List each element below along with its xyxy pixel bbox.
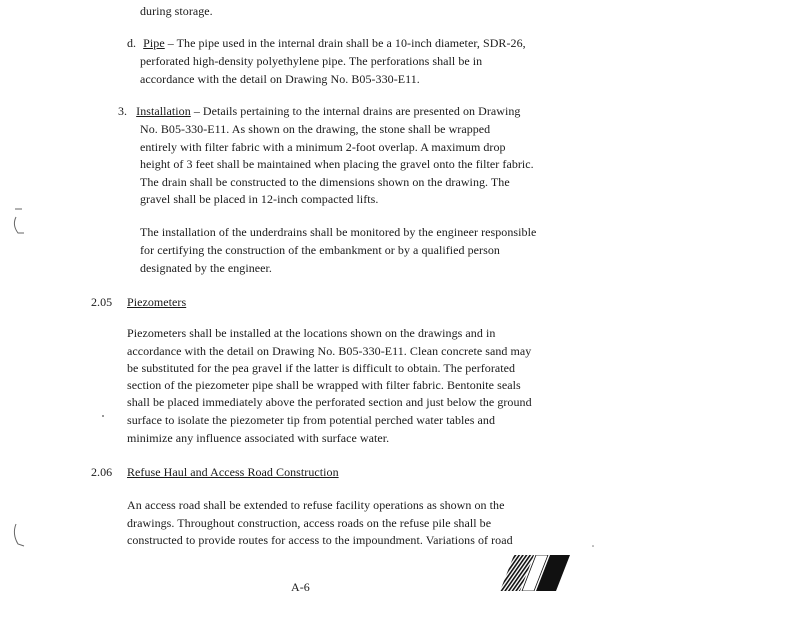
section-206-number: 2.06 <box>91 465 113 479</box>
item-3-line: entirely with filter fabric with a minimum 2-foot overlap. A maximum drop <box>140 140 506 154</box>
binder-hole-mark-icon <box>6 205 26 237</box>
section-206-title: Refuse Haul and Access Road Construction <box>127 465 339 479</box>
section-205-line: surface to isolate the piezometer tip from potential perched water tables and <box>127 413 496 427</box>
company-logo-icon <box>500 555 570 591</box>
item-3-marker: 3. <box>118 104 128 118</box>
item-3-para2-line: The installation of the underdrains shall be monitored by the engineer responsible <box>140 225 537 239</box>
section-205-line: shall be placed immediately above the perforated section and just below the ground <box>127 395 532 409</box>
item-3-para2-line: for certifying the construction of the embankment or by a qualified person <box>140 243 500 257</box>
binder-hole-mark-icon <box>6 520 26 550</box>
scan-speck <box>100 413 106 419</box>
section-205-number: 2.05 <box>91 295 113 309</box>
item-d-heading: Pipe <box>143 36 165 50</box>
item-d-marker: d. <box>127 36 137 50</box>
item-3-line: gravel shall be placed in 12-inch compacted lifts. <box>140 192 379 206</box>
item-d-line-1-text: – The pipe used in the internal drain shall be a 10-inch diameter, SDR-26, <box>164 36 526 50</box>
section-205-line: section of the piezometer pipe shall be wrapped with filter fabric. Bentonite seals <box>127 378 521 392</box>
section-206-line: drawings. Throughout construction, access roads on the refuse pile shall be <box>127 516 492 530</box>
section-206-line: An access road shall be extended to refuse facility operations as shown on the <box>127 498 505 512</box>
item-3-line: No. B05-330-E11. As shown on the drawing, the stone shall be wrapped <box>140 122 491 136</box>
section-205-title: Piezometers <box>127 295 187 309</box>
item-d-line-2: perforated high-density polyethylene pipe. The perforations shall be in <box>140 54 483 68</box>
item-3-heading: Installation <box>136 104 191 118</box>
item-3-para2-line: designated by the engineer. <box>140 261 272 275</box>
section-206-line: constructed to provide routes for access to the impoundment. Variations of road <box>127 533 513 547</box>
item-3-line: height of 3 feet shall be maintained when placing the gravel onto the filter fabric. <box>140 157 534 171</box>
section-205-line: be substituted for the pea gravel if the latter is difficult to obtain. The perforated <box>127 361 516 375</box>
section-205-line: minimize any influence associated with surface water. <box>127 431 390 445</box>
item-3-line: The drain shall be constructed to the dimensions shown on the drawing. The <box>140 175 510 189</box>
item-d-line-1 <box>127 34 526 52</box>
continuation-text: during storage. <box>140 4 213 18</box>
page-number: A-6 <box>291 580 310 594</box>
section-205-line: Piezometers shall be installed at the locations shown on the drawings and in <box>127 326 496 340</box>
item-3-line-1 <box>118 102 520 120</box>
item-3-line-1-text: – Details pertaining to the internal drains are presented on Drawing <box>190 104 521 118</box>
item-d-line-3: accordance with the detail on Drawing No. B05-330-E11. <box>140 72 420 86</box>
section-205-line: accordance with the detail on Drawing No. B05-330-E11. Clean concrete sand may <box>127 344 532 358</box>
scan-speck <box>590 543 596 549</box>
